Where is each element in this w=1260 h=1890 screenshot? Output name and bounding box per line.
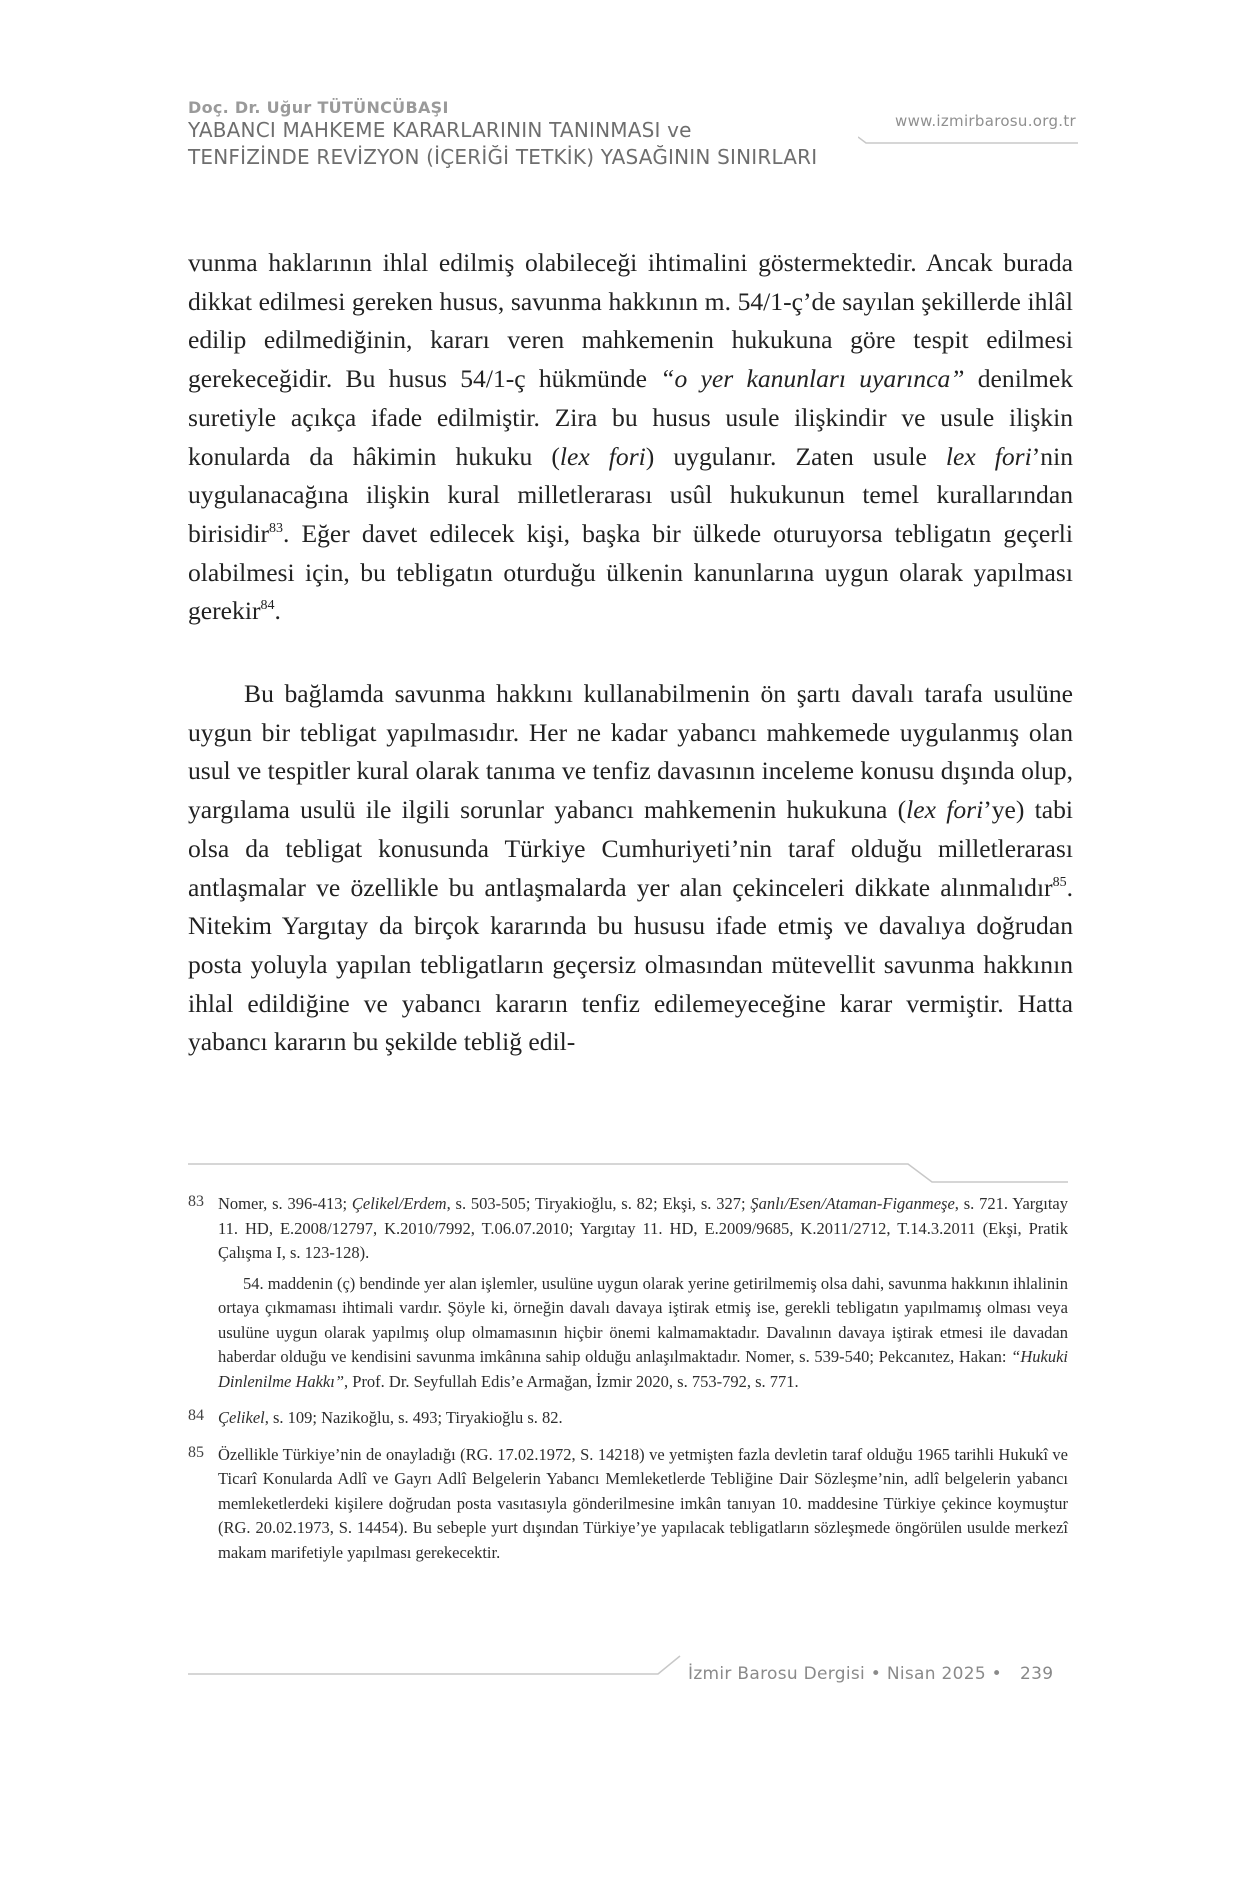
text-run: . (274, 596, 281, 626)
footnote-number: 84 (188, 1407, 204, 1424)
text-run: ) uygulanır. Zaten usule (645, 441, 946, 471)
text-run: Nomer, s. 396-413; (218, 1194, 352, 1213)
article-title-line-1: YABANCI MAHKEME KARARLARININ TANINMASI ve (188, 118, 692, 142)
footnote-ref-83[interactable]: 83 (269, 520, 284, 536)
header-divider (858, 136, 1078, 144)
author-italic: Çelikel (218, 1408, 265, 1427)
footnote-number: 83 (188, 1193, 204, 1210)
paragraph-2 (188, 675, 1073, 1062)
quote-italic: “o yer kanunları uyarınca” (660, 364, 965, 394)
title-italic: “Hukuki Dinlenilme Hakkı” (218, 1347, 1068, 1391)
latin-term: lex fori (945, 441, 1032, 471)
text-run: Özellikle Türkiye’nin de onayladığı (RG. 17.02.1972, S. 14218) ve yetmişten fazla devletin taraf olduğu 1965 tarihli Hukukî ve Ticarî Konularda Adlî ve Gayrı Adlî Belgelerin Yabancı Memleketlerde Tebliğine Dair Sözleşme’nin, adlî belgelerin yabancı memleketlerdeki kişilere doğrudan posta vasıtasıyla gönderilmesine imkân tanıyan 10. maddesine Türkiye çekince koymuştur (RG. 20.02.1973, S. 14454). Bu sebeple yurt dışından Türkiye’ye yapılacak tebligatların sözleşmede öngörülen usulde merkezî makam marifetiyle yapılması gerekecektir. (218, 1444, 1068, 1562)
footnote-ref-85[interactable]: 85 (1052, 874, 1067, 890)
main-text (188, 244, 1073, 1062)
text-run: , s. 721. Yargıtay 11. HD, E.2008/12797, K.2010/7992, T.06.07.2010; Yargıtay 11. HD, E.2009/9685, K.2011/2712, T.14.3.2011 (Ekşi, Pratik Çalışma I, s. 123-128). (218, 1194, 1068, 1262)
paragraph-1 (188, 244, 1073, 631)
text-run: . Eğer davet edilecek kişi, başka bir ülkede oturuyorsa tebligatın geçerli olabilmesi için, bu tebligatın oturduğu ülkenin kanunlarına uygun olarak yapılması gerekir (188, 518, 1073, 626)
running-header (188, 98, 1088, 171)
text-run: Bu bağlamda savunma hakkını kullanabilmenin ön şartı davalı tarafa usulüne uygun bir tebligat yapılmasıdır. Her ne kadar yabancı mahkemede uygulanmış olan usul ve tespitler kural olarak tanıma ve tenfiz davasının inceleme konusu dışında olup, yargılama usulü ile ilgili sorunlar yabancı mahkemenin hukukuna ( (188, 679, 1073, 825)
page-number: 239 (1020, 1664, 1054, 1684)
author-italic: Çelikel/Erdem (351, 1194, 447, 1213)
latin-term: lex fori (559, 441, 646, 471)
text-run: , s. 109; Nazikoğlu, s. 493; Tiryakioğlu s. 82. (264, 1408, 563, 1427)
footnote-ref-84[interactable]: 84 (260, 598, 275, 614)
text-run: ’ye) tabi olsa da tebligat konusunda Türkiye Cumhuriyeti’nin taraf olduğu milletlerarası antlaşmalar ve özellikle bu antlaşmalarda yer alan çekinceleri dikkate alınmalıdır (188, 795, 1074, 902)
text-run: . Nitekim Yargıtay da birçok kararında bu hususu ifade etmiş ve davalıya doğrudan posta yoluyla yapılan tebligatların geçersiz olmasından mütevellit savunma hakkının ihlal edildiğine ve yabancı kararın tenfiz edilemeyeceğine karar vermiştir. Hatta yabancı kararın bu şekilde tebliğ edil- (188, 872, 1073, 1057)
text-run: vunma haklarının ihlal edilmiş olabileceği ihtimalini göstermektedir. Ancak burada dikkat edilmesi gereken husus, savunma hakkının m. 54/1-ç’de sayılan şekillerde ihlâl edilip edilmediğinin, kararı veren mahkemenin hukukuna göre tespit edilmesi gerekeceğidir. Bu husus 54/1-ç hükmünde (188, 248, 1073, 394)
footnote-83-continuation (218, 1272, 1068, 1395)
footnote-divider (188, 1162, 1068, 1186)
author-name: Doç. Dr. Uğur TÜTÜNCÜBAŞI (188, 98, 449, 117)
author-italic: Şanlı/Esen/Ataman-Figanmeşe (750, 1194, 955, 1213)
article-title-line-2: TENFİZİNDE REVİZYON (İÇERİĞİ TETKİK) YASAĞININ SINIRLARI (188, 145, 818, 169)
footnote-84 (188, 1406, 1068, 1431)
footnote-83 (188, 1192, 1068, 1394)
website-url[interactable]: www.izmirbarosu.org.tr (895, 112, 1077, 130)
journal-info: İzmir Barosu Dergisi • Nisan 2025 • (688, 1664, 1003, 1684)
footnotes (188, 1192, 1068, 1577)
text-run: denilmek suretiyle açıkça ifade edilmiştir. Zira bu husus usule ilişkindir ve usule ilişkin konularda da hâkimin hukuku ( (188, 364, 1073, 471)
latin-term: lex fori (906, 795, 984, 825)
footnote-number: 85 (188, 1443, 204, 1461)
text-run: 54. maddenin (ç) bendinde yer alan işlemler, usulüne uygun olarak yerine getirilmemiş olsa dahi, savunma hakkının ihlalinin ortaya çıkmaması ihtimali vardır. Şöyle ki, örneğin davalı davaya iştirak etmiş ise, gerekli tebligatın yapılmamış olması veya usulüne uygun olarak yapılmış olup olmamasının hiçbir önemi kalmamaktadır. Davalının davaya iştirak etmesi ile davadan haberdar olduğu ve kendisini savunma imkânına sahip olduğu anlaşılmaktadır. Nomer, s. 539-540; Pekcanıtez, Hakan: (218, 1273, 1068, 1366)
text-run: , s. 503-505; Tiryakioğlu, s. 82; Ekşi, s. 327; (446, 1194, 751, 1213)
text-run: ’nin uygulanacağına ilişkin kural milletlerarası usûl hukukunun temel kurallarından birisidir (188, 441, 1073, 548)
footnote-85 (188, 1443, 1068, 1566)
page-footer (688, 1664, 1053, 1684)
text-run: , Prof. Dr. Seyfullah Edis’e Armağan, İzmir 2020, s. 753-792, s. 771. (344, 1371, 799, 1391)
footer-divider (188, 1654, 688, 1676)
